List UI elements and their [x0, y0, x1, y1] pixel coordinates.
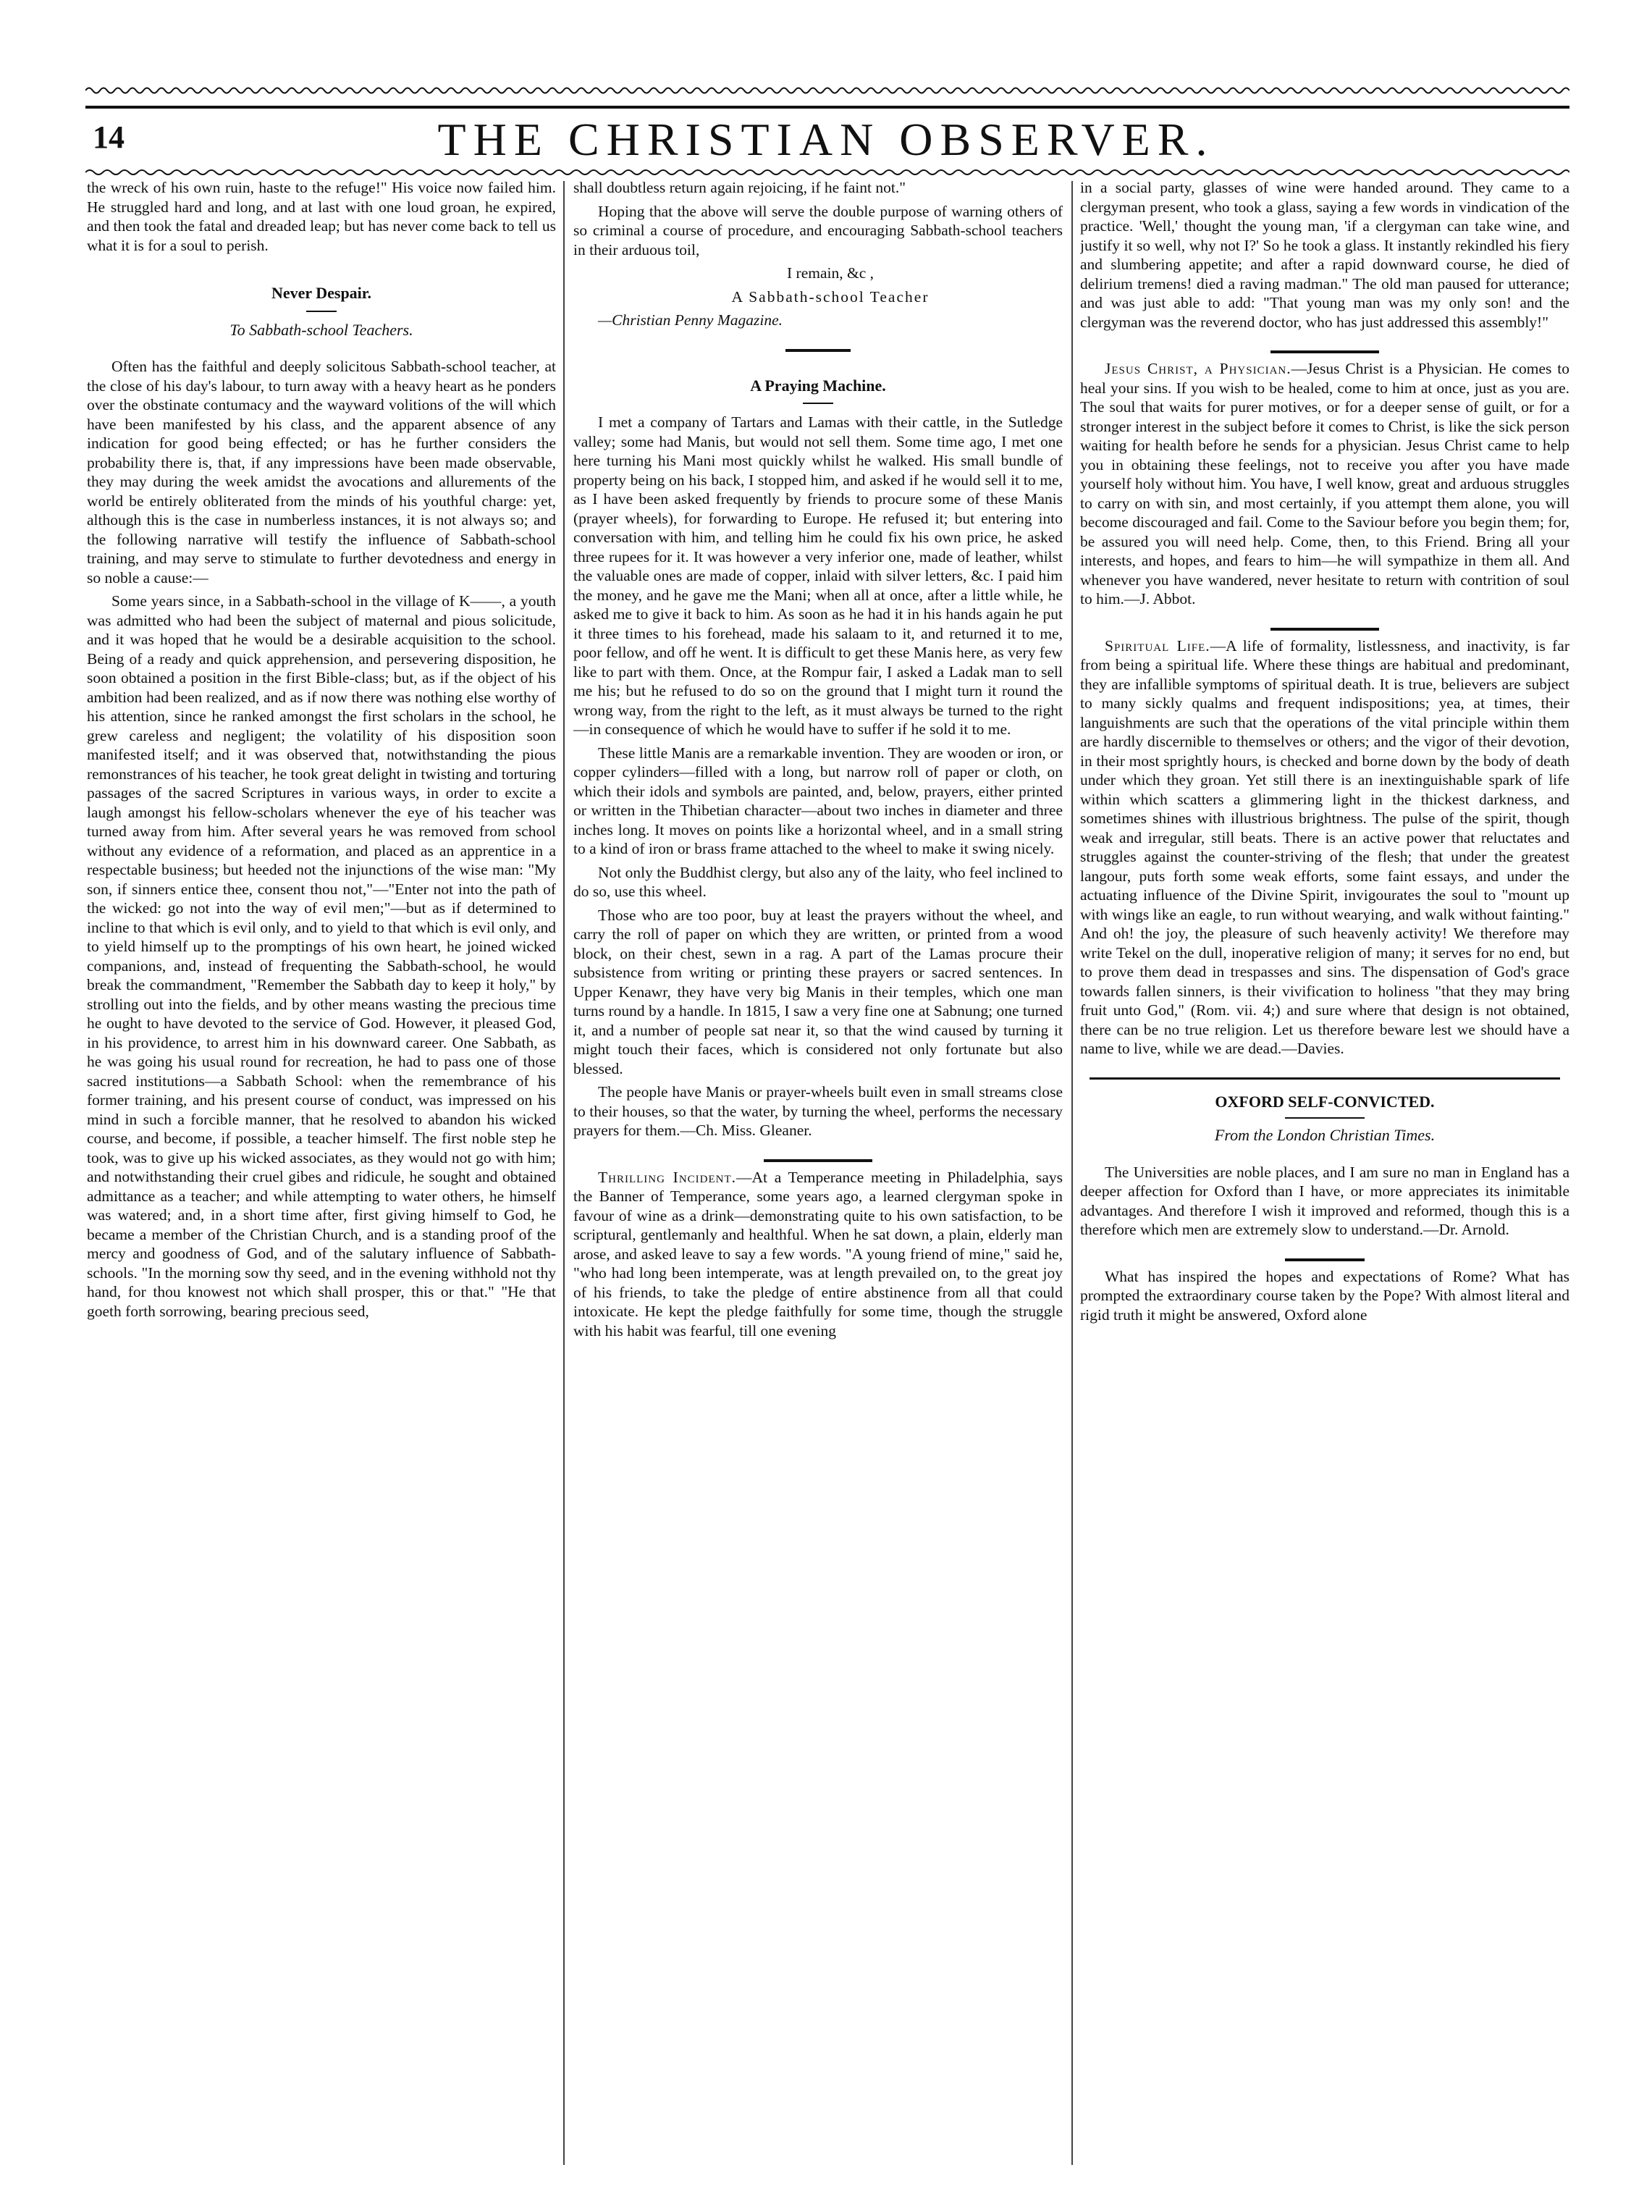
- article-paragraph: The people have Manis or prayer-wheels built even in small streams close to their houses, so that the water, by turning the wheel, performs the necessary prayers for them.—Ch. Miss. Gleaner.: [573, 1083, 1063, 1139]
- article-paragraph-jesus-christ: [1080, 359, 1569, 609]
- column-divider-2: [1071, 181, 1073, 2165]
- letter-signature: A Sabbath-school Teacher: [731, 287, 930, 306]
- article-continuation-text: shall doubtless return again rejoicing, if he faint not.": [573, 179, 906, 196]
- heading-rule: [803, 403, 833, 404]
- page-number: 14: [93, 119, 125, 155]
- article-heading-praying-machine: A Praying Machine.: [750, 376, 886, 395]
- article-source: —Christian Penny Magazine.: [598, 311, 783, 329]
- article-paragraph: Often has the faithful and deeply solicitous Sabbath-school teacher, at the close of his day's labour, to turn away with a heavy heart as he ponders over the obstinate contumacy and the wayward volitions of the will which have been manifested by his class, and the apparent absence of any indication for good being effected; or has he further considers the probability there is, that, if any impressions have been made observable, they may during the week amidst the avocations and allurements of the world be entirely obliterated from the minds of his youthful charge: yet, although this is the case in numberless instances, it is not always so; and the following narrative will testify the influence of Sabbath-school training, and may serve to stimulate to further devotedness and energy in so noble a cause:—: [87, 358, 556, 586]
- section-divider: [1270, 350, 1379, 353]
- section-divider: [1285, 1258, 1365, 1261]
- article-paragraph: These little Manis are a remarkable invention. They are wooden or iron, or copper cylinders—filled with a long, but narrow roll of paper or cloth, on which their idols and symbols are painted, and, below, prayers, either printed or written in the Thibetian character—about two inches in diameter and three inches long. It moves on points like a horizontal wheel, and in a small string to a kind of iron or brass frame attached to the wheel to make it swing nicely.: [573, 744, 1063, 857]
- header-rule: [85, 106, 1569, 109]
- article-paragraph: Hoping that the above will serve the double purpose of warning others of so criminal a course of procedure, and encouraging Sabbath-school teachers in their arduous toil,: [573, 202, 1063, 258]
- article-text: —At a Temperance meeting in Philadelphia, says the Banner of Temperance, some years ago, a learned clergyman spoke in favour of wine as a drink—demonstrating quite to his own satisfaction, to be scriptural, gentlemanly and healthful. When he sat down, a plain, elderly man arose, and asked leave to say a few words. "A young friend of mine," said he, "who had long been intemperate, was at length prevailed on, to the great joy of his friends, to take the pledge of entire abstinence from all that could intoxicate. He kept the pledge faithfully for some time, though the struggle with his habit was fearful, till one evening: [573, 1168, 1063, 1340]
- article-paragraph: What has inspired the hopes and expectations of Rome? What has prompted the extraordinary course taken by the Pope? With almost literal and rigid truth it might be answered, Oxford alone: [1080, 1267, 1569, 1324]
- article-heading-oxford: OXFORD SELF-CONVICTED.: [1215, 1092, 1435, 1111]
- runin-heading: Jesus Christ, a Physician.: [1105, 360, 1291, 377]
- column-divider-1: [563, 181, 565, 2165]
- runin-heading: Thrilling Incident.: [598, 1168, 737, 1186]
- article-paragraph-thrilling-incident: [573, 1168, 1063, 1341]
- column-1: [87, 178, 556, 2177]
- header-wavy-rule-bottom: [85, 168, 1569, 177]
- article-subheading: To Sabbath-school Teachers.: [229, 320, 413, 339]
- article-continuation-text: in a social party, glasses of wine were handed around. They came to a clergyman present, who took a glass, saying a few words in vindication of the practice. 'Well,' thought the young man, 'if a clergyman can take wine, and justify it so well, why not I?' So he took a glass. It instantly rekindled his fiery and slumbering appetite; and after a rapid downward course, he died of delirium tremens! died a raving madman." The old man paused for utterance; and was just able to add: "That young man was my only son! and the clergyman was the reverend doctor, who has just addressed this assembly!": [1080, 179, 1569, 331]
- column-3: [1080, 178, 1569, 2177]
- section-divider: [764, 1159, 872, 1162]
- column-2: [573, 178, 1063, 2177]
- heading-rule: [306, 311, 337, 312]
- article-paragraph: Some years since, in a Sabbath-school in the village of K——, a youth was admitted who had been the subject of maternal and pious solicitude, and it was hoped that he would be a desirable acquisition to the school. Being of a ready and quick apprehension, and persevering disposition, he soon obtained a position in the first Bible-class; but, as if the object of his ambition had been realized, and as if now there was nothing else worthy of his attention, since he ranked amongst the first scholars in the school, he grew careless and negligent; the volatility of his disposition soon manifested itself; and it was observed that, notwithstanding the pious remonstrances of his teacher, he took great delight in twisting and torturing passages of the sacred Scriptures in various ways, in order to excite a laugh amongst his fellow-scholars whenever the eye of his teacher was turned away from him. After several years he was removed from school without any evidence of a reformation, and placed as an apprentice in a respectable business; but heeded not the injunctions of the wise man: "My son, if sinners entice thee, consent thou not,"—"Enter not into the path of the wicked: go not into the way of evil men;"—but as if determined to incline to that which is evil only, and to yield to that which is evil only, and to yield himself up to the promptings of his own heart, he joined wicked companions, and, instead of frequenting the Sabbath-school, he would break the commandment, "Remember the Sabbath day to keep it holy," by strolling out into the fields, and by other means wasting the precious time he ought to have devoted to the service of God. However, it pleased God, in his providence, to arrest him in his downward career. One Sabbath, as he was going his usual round for recreation, he had to pass one of those sacred institutions—a Sabbath School: when the remembrance of his former training, and his present course of conduct, was impressed on his mind in such a forcible manner, that he resolved to abandon his wicked course, and become, if possible, a teacher himself. The first noble step he took, was to give up his wicked associates, as they would not go with him; and notwithstanding their cruel gibes and ridicule, he sought and obtained admittance as a teacher; and while attempting to water others, he himself was watered; and, in a short time after, first giving himself to God, he became a member of the Christian Church, and is a standing proof of the mercy and goodness of God, and of the salutary influence of Sabbath-schools. "In the morning sow thy seed, and in the evening withhold not thy hand, for thou knowest not which shall prosper, this or that." "He that goeth forth sorrowing, bearing precious seed,: [87, 592, 556, 1320]
- article-paragraph: The Universities are noble places, and I am sure no man in England has a deeper affection for Oxford than I have, or more appreciates its inimitable advantages. And therefore I wish it improved and reformed, though this is a therefore which men are extremely slow to understand.—Dr. Arnold.: [1080, 1163, 1569, 1238]
- article-subheading: From the London Christian Times.: [1214, 1126, 1436, 1144]
- article-text: —A life of formality, listlessness, and inactivity, is far from being a spiritual life. Where these things are habitual and predominant, they are infallible symptoms of spiritual death. It is true, believers are subject to many sickly qualms and frequent indispositions; yea, at times, their languishments are such that the operations of the vital principle within them are hardly discernible to themselves or others; and the vigor of their devotion, in their most sprightly hours, is checked and borne down by the body of death under which they groan. Yet still there is an inextinguishable spark of life within which scatters a glimmering light in the thickest darkness, and sometimes shines with illustrious brightness. The pulse of the spirit, though weak and irregular, still beats. There is an active power that reluctates and struggles against the counter-striving of the flesh; that under the greatest langour, puts forth some weak efforts, some faint essays, and under the actuating influence of the Divine Spirit, invigourates the soul to "mount up with wings like an eagle, to run without wearying, and walk without fainting." And oh! the joy, the pleasure of such heavenly activity! We therefore may write Tekel on the dull, inoperative religion of many; it serves for no end, but to prove them dead in trespasses and sins. The dispensation of God's grace towards fallen sinners, is their vivification to holiness "that they may bring fruit unto God," (Rom. vii. 4;) and sure where that design is not obtained, there can be no true religion. Let us therefore beware lest we should have a name to live, while we are dead.—Davies.: [1080, 636, 1569, 1057]
- header-wavy-rule-top: [85, 85, 1569, 96]
- section-divider-wide: [1090, 1077, 1560, 1080]
- section-divider: [785, 349, 851, 352]
- article-paragraph: Those who are too poor, buy at least the prayers without the wheel, and carry the roll of paper on which they are written, or printed from a wood block, on their chest, sewn in a rag. A part of the Lamas procure their subsistence from writing or printing these prayers or sacred sentences. In Upper Kenawr, they have very big Manis in their temples, which one man turns round by a handle. In 1815, I saw a very fine one at Sabnung; one turned it, and a number of people sat near it, so that the wind caused by turning it might touch their faces, which is considered not only fortunate but also blessed.: [573, 906, 1063, 1077]
- masthead-title: THE CHRISTIAN OBSERVER.: [437, 114, 1215, 165]
- article-heading-never-despair: Never Despair.: [271, 284, 372, 302]
- article-continuation-text: the wreck of his own ruin, haste to the refuge!" His voice now failed him. He struggled hard and long, and at last with one loud groan, he expired, and then took the fatal and dreaded leap; but has never come back to tell us what it is for a soul to perish.: [87, 179, 556, 254]
- heading-rule: [1285, 1117, 1365, 1119]
- runin-heading: Spiritual Life.: [1105, 636, 1210, 655]
- article-text: —Jesus Christ is a Physician. He comes to heal your sins. If you wish to be healed, come to him at once, just as you are. The soul that waits for purer motives, or for a deeper sense of guilt, or for a stronger interest in the subject before it comes to Christ, is like the sick person waiting for health before he sends for a physician. Jesus Christ came to help you in obtaining these feelings, not to receive you after you have made yourself holy without him. You have, I well know, great and arduous struggles to carry on with sin, and most certainly, if you attempt them alone, you will become discouraged and fail. Come to the Saviour before you begin them; for, be assured you will need help. Come, then, to this Friend. Bring all your interests, and hopes, and fears to him—he will sympathize in them all. And whenever you have wandered, never hesitate to return with contrition of soul to him.—J. Abbot.: [1080, 360, 1569, 607]
- section-divider: [1270, 628, 1379, 631]
- article-paragraph: I met a company of Tartars and Lamas with their cattle, in the Sutledge valley; some had Manis, but would not sell them. Some time ago, I met one here turning his Mani most quickly whilst he walked. His small bundle of property being on his back, I stopped him, and asked if he would sell it to me, as I have been asked frequently by friends to procure some of these Manis (prayer wheels), for forwarding to Europe. He refused it; but entering into conversation with him, and telling him he could fix his own price, he asked three rupees for it. It was however a very inferior one, made of leather, whilst the valuable ones are made of copper, inlaid with silver letters, &c. I paid him the money, and he gave me the Mani; when all at once, after a little while, he asked me to give it back to him. As soon as he had it in his hands again he put it three times to his forehead, made his salaam to it, and returned it to me, poor fellow, and off he went. It is difficult to get these Manis here, as very few like to part with them. Once, at the Rompur fair, I asked a Ladak man to sell me his; but he refused to do so on the ground that I might turn it round the wrong way, from the right to the left, as it must always be turned to the right—in consequence of which he would have to suffer if he sold it to me.: [573, 413, 1063, 738]
- letter-closing: I remain, &c ,: [787, 264, 874, 282]
- article-paragraph-spiritual-life: [1080, 636, 1569, 1059]
- article-paragraph: Not only the Buddhist clergy, but also any of the laity, who feel inclined to do so, use this wheel.: [573, 863, 1063, 900]
